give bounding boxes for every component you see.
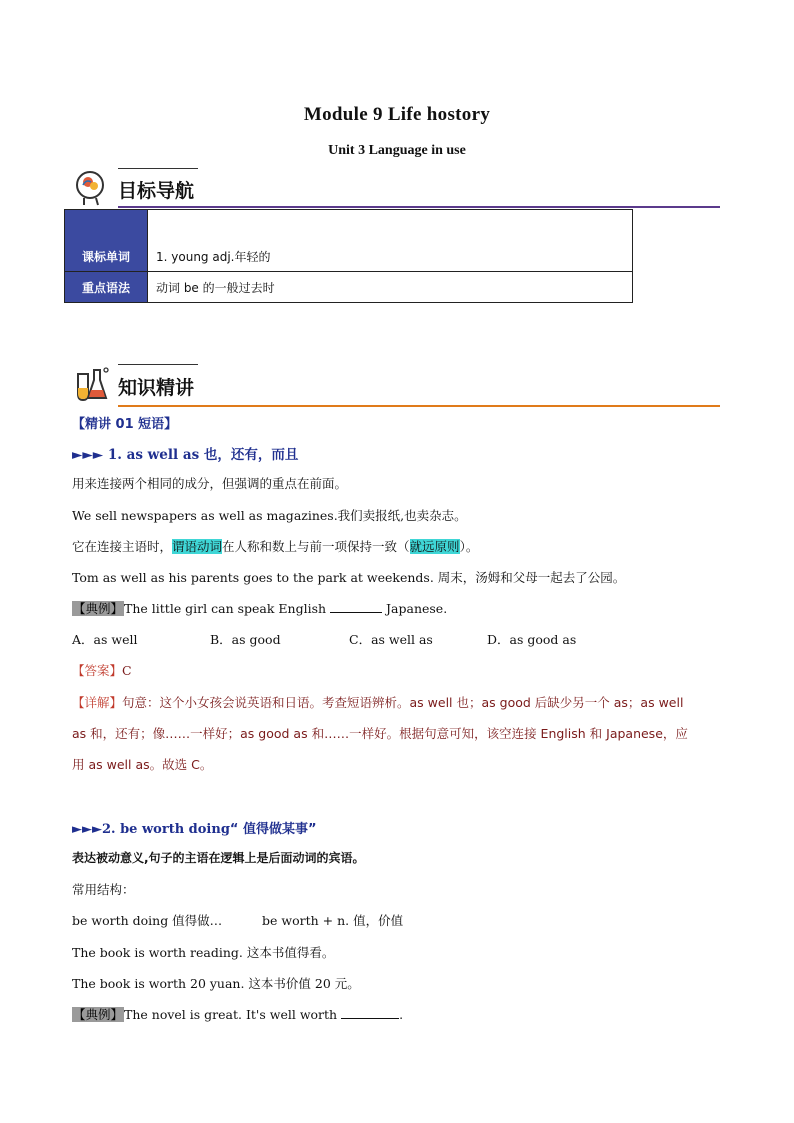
point1-heading-cn: 也，还有，而且 — [203, 447, 299, 463]
brain-head-icon — [72, 168, 112, 208]
example-tag: 【典例】 — [73, 601, 124, 616]
flask-icon — [72, 364, 112, 404]
detail-line: as 和，还有；像……一样好；as good as 和……一样好。根据句意可知，该空连接 English 和 Japanese，应 — [72, 726, 688, 741]
option-a: A．as well — [72, 632, 138, 647]
detail-line: 用 as well as。故选 C。 — [72, 757, 213, 772]
point2-heading-cn: “ 值得做某事” — [229, 822, 317, 837]
section-label: 知识精讲 — [118, 377, 195, 399]
section-header-goals — [72, 168, 722, 210]
table-row — [65, 210, 633, 272]
highlight: 谓语动词 — [172, 539, 223, 554]
section-header-knowledge — [72, 364, 722, 406]
text-span: The little girl can speak English — [124, 601, 331, 616]
option-b: B．as good — [210, 632, 281, 647]
example-line — [72, 1005, 403, 1023]
text-span: 它在连接主语时， — [72, 539, 173, 554]
row-head: 课标单词 — [65, 210, 148, 272]
text-line: 常用结构： — [72, 882, 135, 897]
text-line: be worth + n. 值，价值 — [262, 913, 404, 928]
answer-value: C — [122, 663, 132, 678]
text-span: . — [399, 1007, 404, 1022]
point1-heading — [72, 443, 298, 463]
option-d: D．as good as — [487, 632, 577, 647]
highlight: 就远原则 — [409, 539, 460, 554]
text-span: 句意：这个小女孩会说英语和日语。考查短语辨析。as well 也；as good 后缺少另一个 as；as well — [122, 695, 684, 710]
text-span: ）。 — [459, 539, 479, 554]
row-head: 重点语法 — [65, 272, 148, 303]
text-span: 在人称和数上与前一项保持一致（ — [222, 539, 410, 554]
text-line: The book is worth reading. 这本书值得看。 — [72, 945, 335, 960]
row-content: 1. young adj.年轻的 — [148, 210, 633, 272]
detail-tag: 【详解】 — [72, 695, 123, 710]
example-tag: 【典例】 — [73, 1007, 124, 1022]
blank — [330, 601, 382, 613]
blank — [341, 1007, 399, 1019]
text-line: We sell newspapers as well as magazines.我们卖报纸,也卖杂志。 — [72, 508, 467, 523]
text-line: Tom as well as his parents goes to the park at weekends. 周末，汤姆和父母一起去了公园。 — [72, 570, 626, 585]
text-line: 用来连接两个相同的成分，但强调的重点在前面。 — [72, 476, 348, 491]
text-line: be worth doing 值得做… — [72, 913, 223, 928]
page-title: Module 9 Life hostory — [303, 104, 491, 125]
option-c: C．as well as — [349, 632, 433, 647]
table-row — [65, 272, 633, 303]
text-line: The book is worth 20 yuan. 这本书价值 20 元。 — [72, 976, 360, 991]
page-subtitle: Unit 3 Language in use — [328, 143, 466, 158]
text-span: The novel is great. It's well worth — [124, 1007, 342, 1022]
text-line: 表达被动意义,句子的主语在逻辑上是后面动词的宾语。 — [72, 851, 365, 865]
point2-heading — [72, 818, 317, 837]
point1-heading-prefix: ►►► 1. as well as — [72, 447, 204, 463]
example-line — [72, 599, 447, 617]
row-content: 动词 be 的一般过去时 — [148, 272, 633, 303]
point2-heading-prefix: ►►►2. be worth doing — [72, 822, 230, 837]
text-line — [72, 537, 478, 555]
topic-heading: 【精讲 01 短语】 — [72, 417, 178, 432]
section-rule — [118, 206, 720, 208]
section-label: 目标导航 — [118, 180, 195, 202]
detail-line — [72, 693, 683, 711]
goal-table — [64, 209, 633, 303]
answer-tag: 【答案】 — [72, 663, 123, 678]
section-rule — [118, 405, 720, 407]
answer-line — [72, 661, 132, 679]
text-span: Japanese. — [382, 601, 448, 616]
